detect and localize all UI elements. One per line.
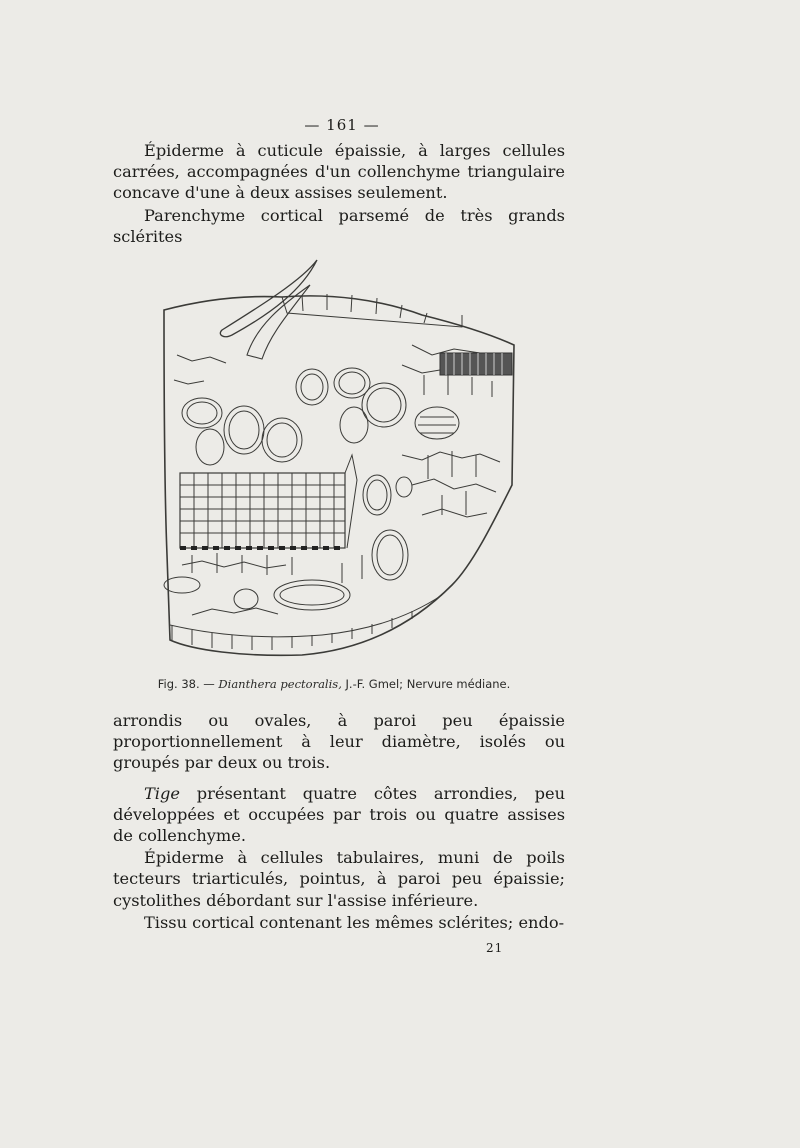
text-block-bottom (113, 710, 565, 933)
paragraph-epiderme: Épiderme à cuticule épaissie, à larges cellules carrées, accompagnées d'un collenchyme triangulaire concave d'une à deux assises seulement. (113, 141, 565, 203)
page-number: — 161 — (304, 116, 380, 134)
paragraph-tissu-cortical: Tissu cortical contenant les mêmes sclérites; endo- (144, 912, 565, 932)
caption-species: Dianthera pectoralis, (218, 677, 342, 691)
paragraph-parenchyme: Parenchyme cortical parsemé de très grands sclérites (113, 205, 565, 246)
signature-mark: 21 (486, 941, 504, 955)
figure-caption (0, 677, 668, 691)
figure-illustration (162, 255, 518, 665)
caption-label: Fig. 38. — (157, 677, 215, 691)
text-block-top (113, 140, 565, 247)
tige-text: présentant quatre côtes arrondies, peu développées et occupées par trois ou quatre assises de collenchyme. (113, 783, 565, 846)
tige-label: Tige (144, 783, 180, 803)
caption-author: J.-F. Gmel; (345, 677, 404, 691)
paragraph-continuation: arrondis ou ovales, à paroi peu épaissie proportionnellement à leur diamètre, isolés ou groupés par deux ou trois. (113, 711, 565, 773)
caption-part: Nervure médiane. (406, 677, 511, 691)
paragraph-epiderme-tige: Épiderme à cellules tabulaires, muni de poils tecteurs triarticulés, pointus, à paroi peu épaissie; cystolithes débordant sur l'assise inférieure. (113, 848, 565, 910)
leaf-section-drawing (162, 255, 518, 665)
paragraph-tige (113, 783, 565, 847)
